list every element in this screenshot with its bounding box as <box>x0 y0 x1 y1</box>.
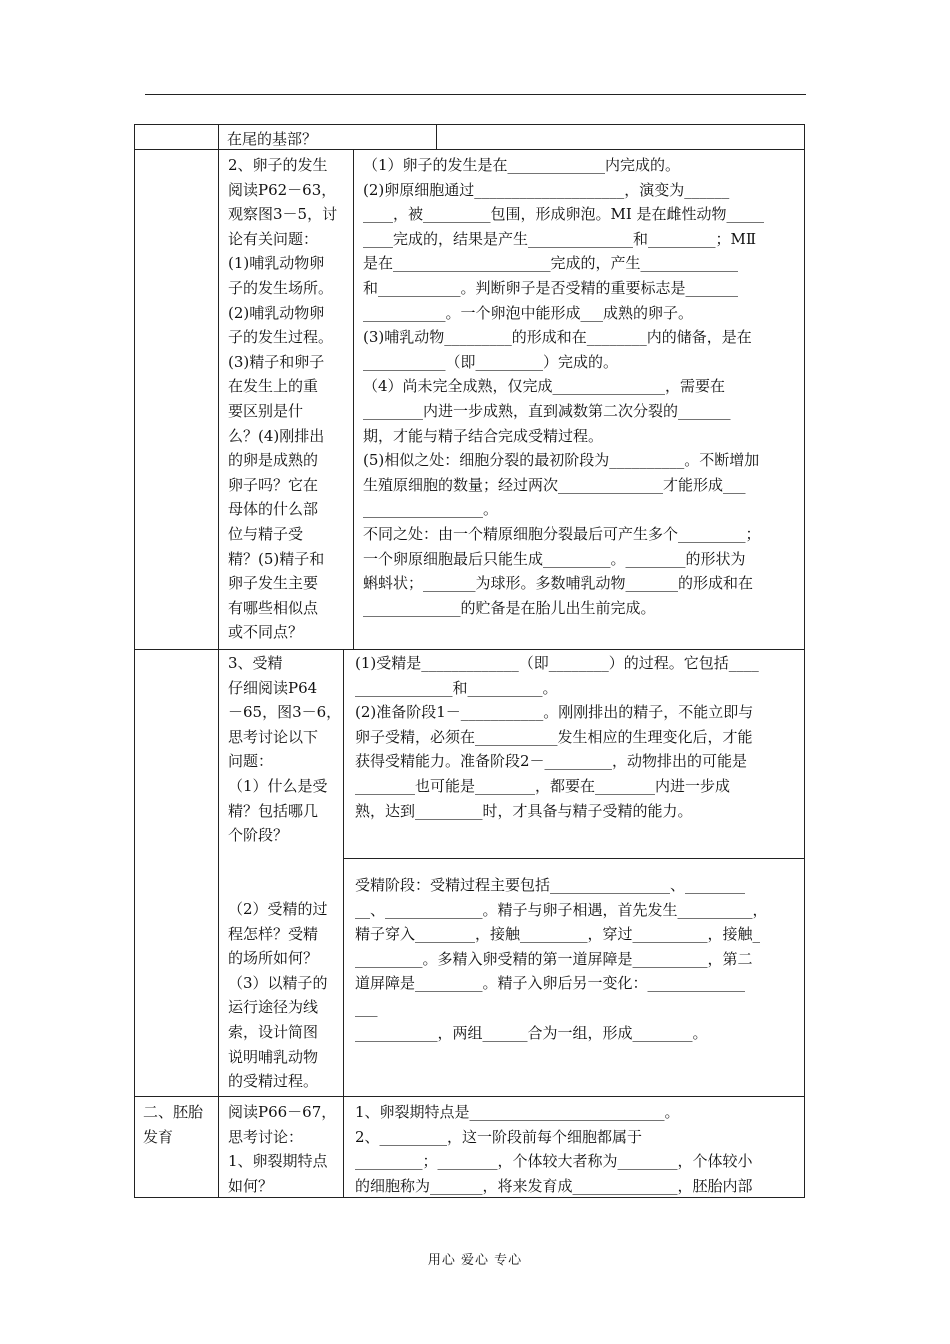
row2-col3a-cell <box>343 649 805 859</box>
header-rule <box>145 94 806 95</box>
row2-col3b-line: _________。多精入卵受精的第一道屏障是__________，第二 <box>355 949 753 968</box>
row1-col3-line: 和___________。判断卵子是否受精的重要标志是_______ <box>363 278 739 297</box>
row2-col2-line: 个阶段？ <box>228 826 289 845</box>
row2-col3a-line: (2)准备阶段1－___________。刚刚排出的精子，不能立即与 <box>355 703 754 722</box>
row1-col2-line: 或不同点？ <box>228 623 304 642</box>
row3-col1-line: 二、胚胎 <box>143 1103 204 1121</box>
row3-col3-cell <box>343 1096 805 1198</box>
row2-col2-line <box>228 848 339 873</box>
row1-col2-line: 精？(5)精子和 <box>228 549 325 568</box>
row1-col2-line: 要区别是什 <box>228 401 304 420</box>
row2-col2-line: －65，图3－6， <box>228 703 342 722</box>
row3-col2-cell <box>218 1096 344 1198</box>
row2-col3b-cell <box>343 858 805 1097</box>
row1-col2-line: 观察图3－5，讨 <box>228 205 338 224</box>
row1-col2-line: 子的发生场所。 <box>228 278 334 297</box>
row3-col1-line: 发育 <box>143 1127 174 1146</box>
row2-col3a-line: (1)受精是_____________（即________）的过程。它包括____ <box>355 654 759 672</box>
row1-col3-line: 生殖原细胞的数量；经过两次______________才能形成___ <box>363 475 746 494</box>
row2-col2-line: （1）什么是受 <box>228 776 328 795</box>
row1-col3-line: ________________。 <box>363 500 499 519</box>
row2-col2-line <box>228 872 339 897</box>
row3-col3-line: 2、_________，这一阶段前每个细胞都属于 <box>355 1127 643 1146</box>
row1-col2-line: 的卵是成熟的 <box>228 451 319 470</box>
row1-col2-line: 2、卵子的发生 <box>228 156 328 174</box>
row2-col2-line: 索，设计简图 <box>228 1022 319 1041</box>
row2-col2-line: 运行途径为线 <box>228 998 319 1017</box>
row1-col2-line: (3)精子和卵子 <box>228 352 325 371</box>
row1-col3-line: ____，被_________包围，形成卵泡。MⅠ 是在雌性动物_____ <box>363 205 765 224</box>
row1-col3-line: (3)哺乳动物_________的形成和在________内的储备，是在 <box>363 328 752 347</box>
row3-col2-line: 思考讨论： <box>228 1127 304 1146</box>
row2-col3b-line: 道屏障是_________。精子入卵后另一变化：_____________ <box>355 974 746 993</box>
row0-col2-text: 在尾的基部？ <box>227 130 318 148</box>
row1-col3-line: ___________（即_________）完成的。 <box>363 352 619 371</box>
row1-col3-line: 蝌蚪状；_______为球形。多数哺乳动物_______的形成和在 <box>363 574 754 593</box>
row0-col3-cell <box>436 124 805 150</box>
row1-col3-line: (5)相似之处：细胞分裂的最初阶段为__________。不断增加 <box>363 451 760 470</box>
row1-col2-line: 卵子发生主要 <box>228 574 319 593</box>
row0-col1-cell <box>134 124 219 150</box>
row2-col2-line: （3）以精子的 <box>228 973 328 992</box>
row2-col3a-line: _____________和__________。 <box>355 678 558 697</box>
row1-col3-line: 不同之处：由一个精原细胞分裂最后可产生多个_________； <box>363 524 761 543</box>
row3-col3-line: 1、卵裂期特点是__________________________。 <box>355 1103 680 1121</box>
row1-col3-line: ___________。一个卵泡中能形成___成熟的卵子。 <box>363 303 694 322</box>
row2-col1-cell <box>134 649 219 1097</box>
row2-col3b-line: 受精阶段：受精过程主要包括________________、________ <box>355 876 746 894</box>
row2-col2-line: 程怎样？受精 <box>228 924 319 943</box>
row2-col2-line: 思考讨论以下 <box>228 727 319 746</box>
row1-col2-line: 论有关问题： <box>228 229 319 248</box>
row2-col2-line: 说明哺乳动物 <box>228 1047 319 1066</box>
row1-col2-line: 位与精子受 <box>228 524 304 543</box>
row1-col3-line: ________内进一步成熟，直到减数第二次分裂的_______ <box>363 401 731 420</box>
page-footer: 用心 爱心 专心 <box>427 1253 523 1268</box>
row1-col3-line: (2)卵原细胞通过____________________，演变为______ <box>363 180 730 199</box>
row1-col2-line: 卵子吗？它在 <box>228 475 319 494</box>
row3-col2-line: 如何？ <box>228 1176 274 1195</box>
row1-col2-cell <box>218 149 354 650</box>
row1-col2-line: 么？(4)刚排出 <box>228 426 325 445</box>
row1-col3-line: ____完成的，结果是产生______________和_________；MⅡ <box>363 229 757 248</box>
row1-col3-line: （1）卵子的发生是在_____________内完成的。 <box>363 156 681 174</box>
row1-col2-line: 在发生上的重 <box>228 377 319 396</box>
row1-col2-line: 阅读P62－63， <box>228 180 337 199</box>
row2-col2-line: 问题： <box>228 752 274 771</box>
row3-col2-line: 1、卵裂期特点 <box>228 1152 328 1171</box>
row3-col3-line: 的细胞称为_______，将来发育成______________，胚胎内部 <box>355 1176 753 1195</box>
row2-col2-cell <box>218 649 344 1097</box>
row2-col2-line: （2）受精的过 <box>228 899 328 918</box>
row2-col2-line: 3、受精 <box>228 654 283 672</box>
row1-col3-line: 一个卵原细胞最后只能生成_________。________的形状为 <box>363 549 746 568</box>
row1-col3-line: 期，才能与精子结合完成受精过程。 <box>363 426 604 445</box>
row1-col2-line: 母体的什么部 <box>228 500 319 519</box>
row1-col2-line: 子的发生过程。 <box>228 328 334 347</box>
row3-col3-line: _________；________，个体较大者称为________，个体较小 <box>355 1152 753 1171</box>
row1-col3-line: 是在_____________________完成的，产生_____________ <box>363 254 739 273</box>
row1-col2-line: (1)哺乳动物卵 <box>228 254 325 273</box>
row2-col3a-line: 获得受精能力。准备阶段2－_________，动物排出的可能是 <box>355 752 748 771</box>
row2-col3b-line: ___ <box>355 998 378 1017</box>
row1-col2-line: (2)哺乳动物卵 <box>228 303 325 322</box>
row2-col2-line: 仔细阅读P64 <box>228 678 318 697</box>
row2-col3a-line: ________也可能是________，都要在________内进一步成 <box>355 776 731 795</box>
row2-col3a-line: 熟，达到_________时，才具备与精子受精的能力。 <box>355 801 693 820</box>
row2-col3a-line: 卵子受精，必须在___________发生相应的生理变化后，才能 <box>355 727 753 746</box>
row2-col2-line: 精？包括哪几 <box>228 801 319 820</box>
row1-col3-line: _____________的贮备是在胎儿出生前完成。 <box>363 598 656 617</box>
row0-col2-cell <box>218 124 437 150</box>
row2-col2-line: 的场所如何？ <box>228 949 319 968</box>
row1-col3-cell <box>353 149 805 650</box>
row2-col3b-line: 精子穿入________，接触_________，穿过__________，接触_ <box>355 925 761 944</box>
row2-col3b-line: ___________，两组______合为一组，形成________。 <box>355 1023 708 1042</box>
row1-col3-line: （4）尚未完全成熟，仅完成_______________，需要在 <box>363 377 726 396</box>
row2-col2-line: 的受精过程。 <box>228 1072 319 1091</box>
row2-col3b-line: __、_____________。精子与卵子相遇，首先发生__________， <box>355 900 768 919</box>
row1-col1-cell <box>134 149 219 650</box>
row1-col2-line: 有哪些相似点 <box>228 598 319 617</box>
row3-col1-cell <box>134 1096 219 1198</box>
row3-col2-line: 阅读P66－67， <box>228 1103 337 1121</box>
